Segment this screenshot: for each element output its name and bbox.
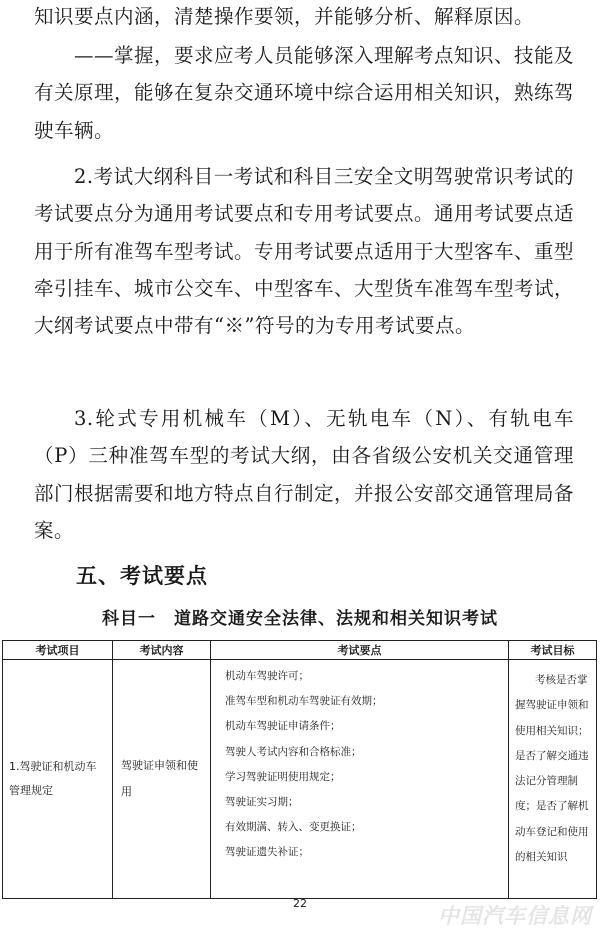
cell-exam-points (211, 660, 509, 899)
section-heading: 五、考试要点 (76, 564, 208, 588)
cell-exam-content: 驾驶证申领和使用 (113, 660, 211, 899)
cell-exam-item: 1.驾驶证和机动车管理规定 (3, 660, 113, 899)
point-item: 驾驶证遗失补证； (225, 846, 309, 859)
point-item: 驾驶人考试内容和合格标准； (225, 745, 362, 758)
header-exam-content: 考试内容 (113, 641, 211, 660)
header-exam-points: 考试要点 (211, 641, 509, 660)
table-title: 科目一 道路交通安全法律、法规和相关知识考试 (102, 609, 498, 629)
watermark-logo: 中国汽车信息网 (438, 904, 592, 928)
header-exam-goal: 考试目标 (509, 641, 597, 660)
cell-exam-goal: 考核是否掌握驾驶证申领和使用相关知识；是否了解交通违法记分管理制度；是否了解机动车登记和使用的相关知识 (509, 660, 597, 899)
paragraph-1: 知识要点内涵，清楚操作要领，并能够分析、解释原因。 (34, 5, 535, 28)
header-exam-item: 考试项目 (3, 641, 113, 660)
paragraph-item-2: 2.考试大纲科目一考试和科目三安全文明驾驶常识考试的考试要点分为通用考试要点和专用考试要点。通用考试要点适用于所有准驾车型考试。专用考试要点适用于大型客车、重型牵引挂车、城市公交车、中型客车、大型货车准驾车型考试，大纲考试要点中带有“※”符号的为专用考试要点。 (34, 165, 575, 338)
paragraph-item-3: 3.轮式专用机械车（M）、无轨电车（N）、有轨电车（P）三种准驾车型的考试大纲，由各省级公安机关交通管理部门根据需要和地方特点自行制定，并报公安部交通管理局备案。 (34, 407, 575, 542)
point-item: 有效期满、转入、变更换证； (225, 821, 362, 834)
point-item: 准驾车型和机动车驾驶证有效期； (225, 695, 383, 708)
table-header-row (3, 641, 597, 660)
point-item: 机动车驾驶证申请条件； (225, 720, 341, 733)
point-item: 机动车驾驶许可； (225, 670, 309, 682)
exam-points-table (2, 640, 597, 899)
point-item: 驾驶证实习期； (225, 796, 299, 809)
point-item: 学习驾驶证明使用规定； (225, 770, 341, 783)
table-row (3, 660, 597, 899)
paragraph-mastery: ——掌握，要求应考人员能够深入理解考点知识、技能及有关原理，能够在复杂交通环境中综合运用相关知识，熟练驾驶车辆。 (34, 44, 575, 142)
page-number: 22 (293, 897, 307, 910)
